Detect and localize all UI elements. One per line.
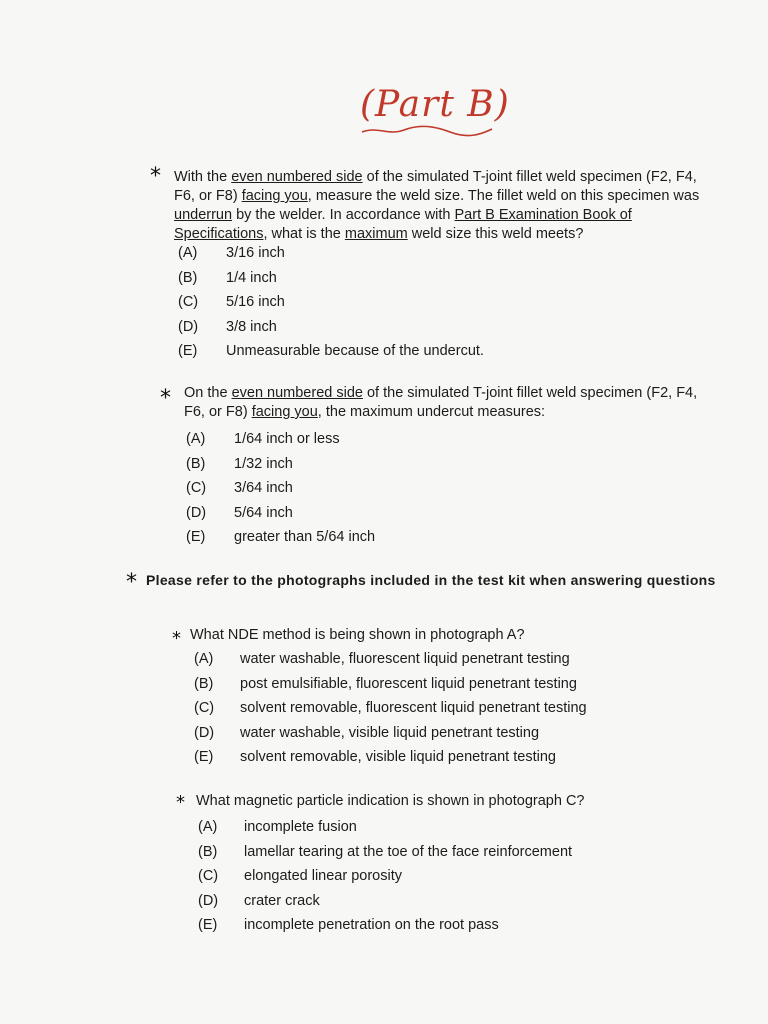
question-text-segment: With the	[174, 169, 232, 185]
option-letter: (E)	[194, 749, 214, 765]
option-text: 1/64 inch or less	[234, 431, 340, 447]
option-letter: (C)	[194, 700, 215, 716]
option-text: Unmeasurable because of the undercut.	[226, 343, 484, 359]
answer-option	[198, 916, 499, 934]
option-text: solvent removable, visible liquid penetrant testing	[240, 749, 556, 765]
answer-option	[186, 479, 293, 497]
answer-option	[186, 504, 293, 522]
option-text: water washable, visible liquid penetrant testing	[240, 724, 540, 741]
option-text: post emulsifiable, fluorescent liquid penetrant testing	[240, 675, 577, 692]
option-letter: (D)	[194, 724, 215, 741]
option-text: 1/4 inch	[226, 269, 277, 286]
option-text: incomplete penetration on the root pass	[244, 917, 499, 933]
answer-option	[198, 818, 357, 836]
option-text: water washable, fluorescent liquid penetrant testing	[240, 651, 570, 667]
answer-option	[186, 528, 375, 546]
question-text-segment: On the	[184, 385, 232, 401]
photographs-note: Please refer to the photographs included in the test kit when answering questions	[146, 572, 716, 588]
option-text: incomplete fusion	[244, 819, 357, 835]
question-text-segment: of the simulated T-joint fillet weld specimen (F2, F4, F6, or F8)	[184, 385, 698, 420]
option-text: 5/64 inch	[234, 504, 293, 521]
question-1-text	[174, 168, 704, 244]
option-letter: (B)	[194, 675, 214, 692]
question-text-segment: of the simulated T-joint fillet weld specimen (F2, F4, F6, or F8)	[174, 169, 697, 204]
option-letter: (A)	[194, 651, 214, 667]
answer-option	[186, 430, 340, 448]
option-letter: (B)	[198, 843, 218, 860]
option-text: 1/32 inch	[234, 455, 293, 472]
option-letter: (E)	[198, 917, 218, 933]
answer-option	[198, 843, 572, 861]
question-text-segment: Part B Examination Book of Specifications	[174, 207, 632, 242]
option-text: 3/16 inch	[226, 245, 285, 261]
answer-option	[198, 892, 320, 910]
option-letter: (A)	[186, 431, 206, 447]
answer-option	[194, 724, 539, 742]
title-underline-icon	[358, 124, 498, 138]
question-text-segment: maximum	[344, 226, 408, 242]
option-letter: (E)	[186, 529, 206, 545]
star-mark: *	[150, 164, 161, 189]
option-letter: (B)	[178, 269, 198, 286]
answer-option	[194, 699, 587, 717]
option-text: greater than 5/64 inch	[234, 529, 376, 545]
option-letter: (E)	[178, 343, 198, 359]
question-2-text	[184, 384, 704, 422]
option-letter: (A)	[178, 245, 198, 261]
star-mark: *	[172, 628, 181, 649]
question-text-segment: even numbered side	[231, 385, 363, 401]
option-text: 3/8 inch	[226, 318, 277, 335]
answer-option	[178, 342, 484, 360]
option-text: elongated linear porosity	[244, 868, 402, 884]
question-text-segment: What NDE method is being shown in photograph A?	[190, 627, 525, 643]
answer-option	[198, 867, 402, 885]
question-text-segment: by the welder. In accordance with	[232, 207, 455, 223]
question-3-text	[190, 626, 710, 645]
question-text-segment: even numbered side	[231, 169, 363, 185]
star-mark: *	[126, 570, 137, 595]
answer-option	[178, 318, 277, 336]
answer-option	[178, 293, 285, 311]
question-text-segment: underrun	[174, 207, 233, 223]
answer-option	[178, 269, 277, 287]
question-text-segment: facing you	[241, 188, 308, 204]
part-title: (Part B)	[360, 84, 510, 125]
question-text-segment: , what is the	[263, 226, 345, 242]
star-mark: *	[160, 386, 171, 411]
option-letter: (D)	[198, 892, 219, 909]
option-letter: (D)	[178, 318, 199, 335]
question-4-text	[196, 792, 716, 811]
star-mark: *	[176, 792, 185, 813]
option-letter: (C)	[178, 294, 199, 310]
option-text: crater crack	[244, 892, 320, 909]
option-letter: (A)	[198, 819, 218, 835]
option-letter: (B)	[186, 455, 206, 472]
answer-option	[178, 244, 285, 262]
question-text-segment: What magnetic particle indication is shown in photograph C?	[196, 793, 585, 809]
option-text: 5/16 inch	[226, 294, 285, 310]
question-text-segment: , measure the weld size. The fillet weld on this specimen was	[307, 188, 700, 204]
answer-option	[194, 748, 556, 766]
option-text: solvent removable, fluorescent liquid penetrant testing	[240, 700, 587, 716]
question-text-segment: facing you	[251, 404, 318, 420]
option-text: 3/64 inch	[234, 480, 293, 496]
answer-option	[194, 650, 570, 668]
option-letter: (C)	[198, 868, 219, 884]
question-text-segment: , the maximum undercut measures:	[317, 404, 546, 420]
option-letter: (C)	[186, 480, 207, 496]
answer-option	[186, 455, 293, 473]
answer-option	[194, 675, 577, 693]
option-text: lamellar tearing at the toe of the face reinforcement	[244, 843, 573, 860]
question-text-segment: weld size this weld meets?	[407, 226, 584, 242]
option-letter: (D)	[186, 504, 207, 521]
